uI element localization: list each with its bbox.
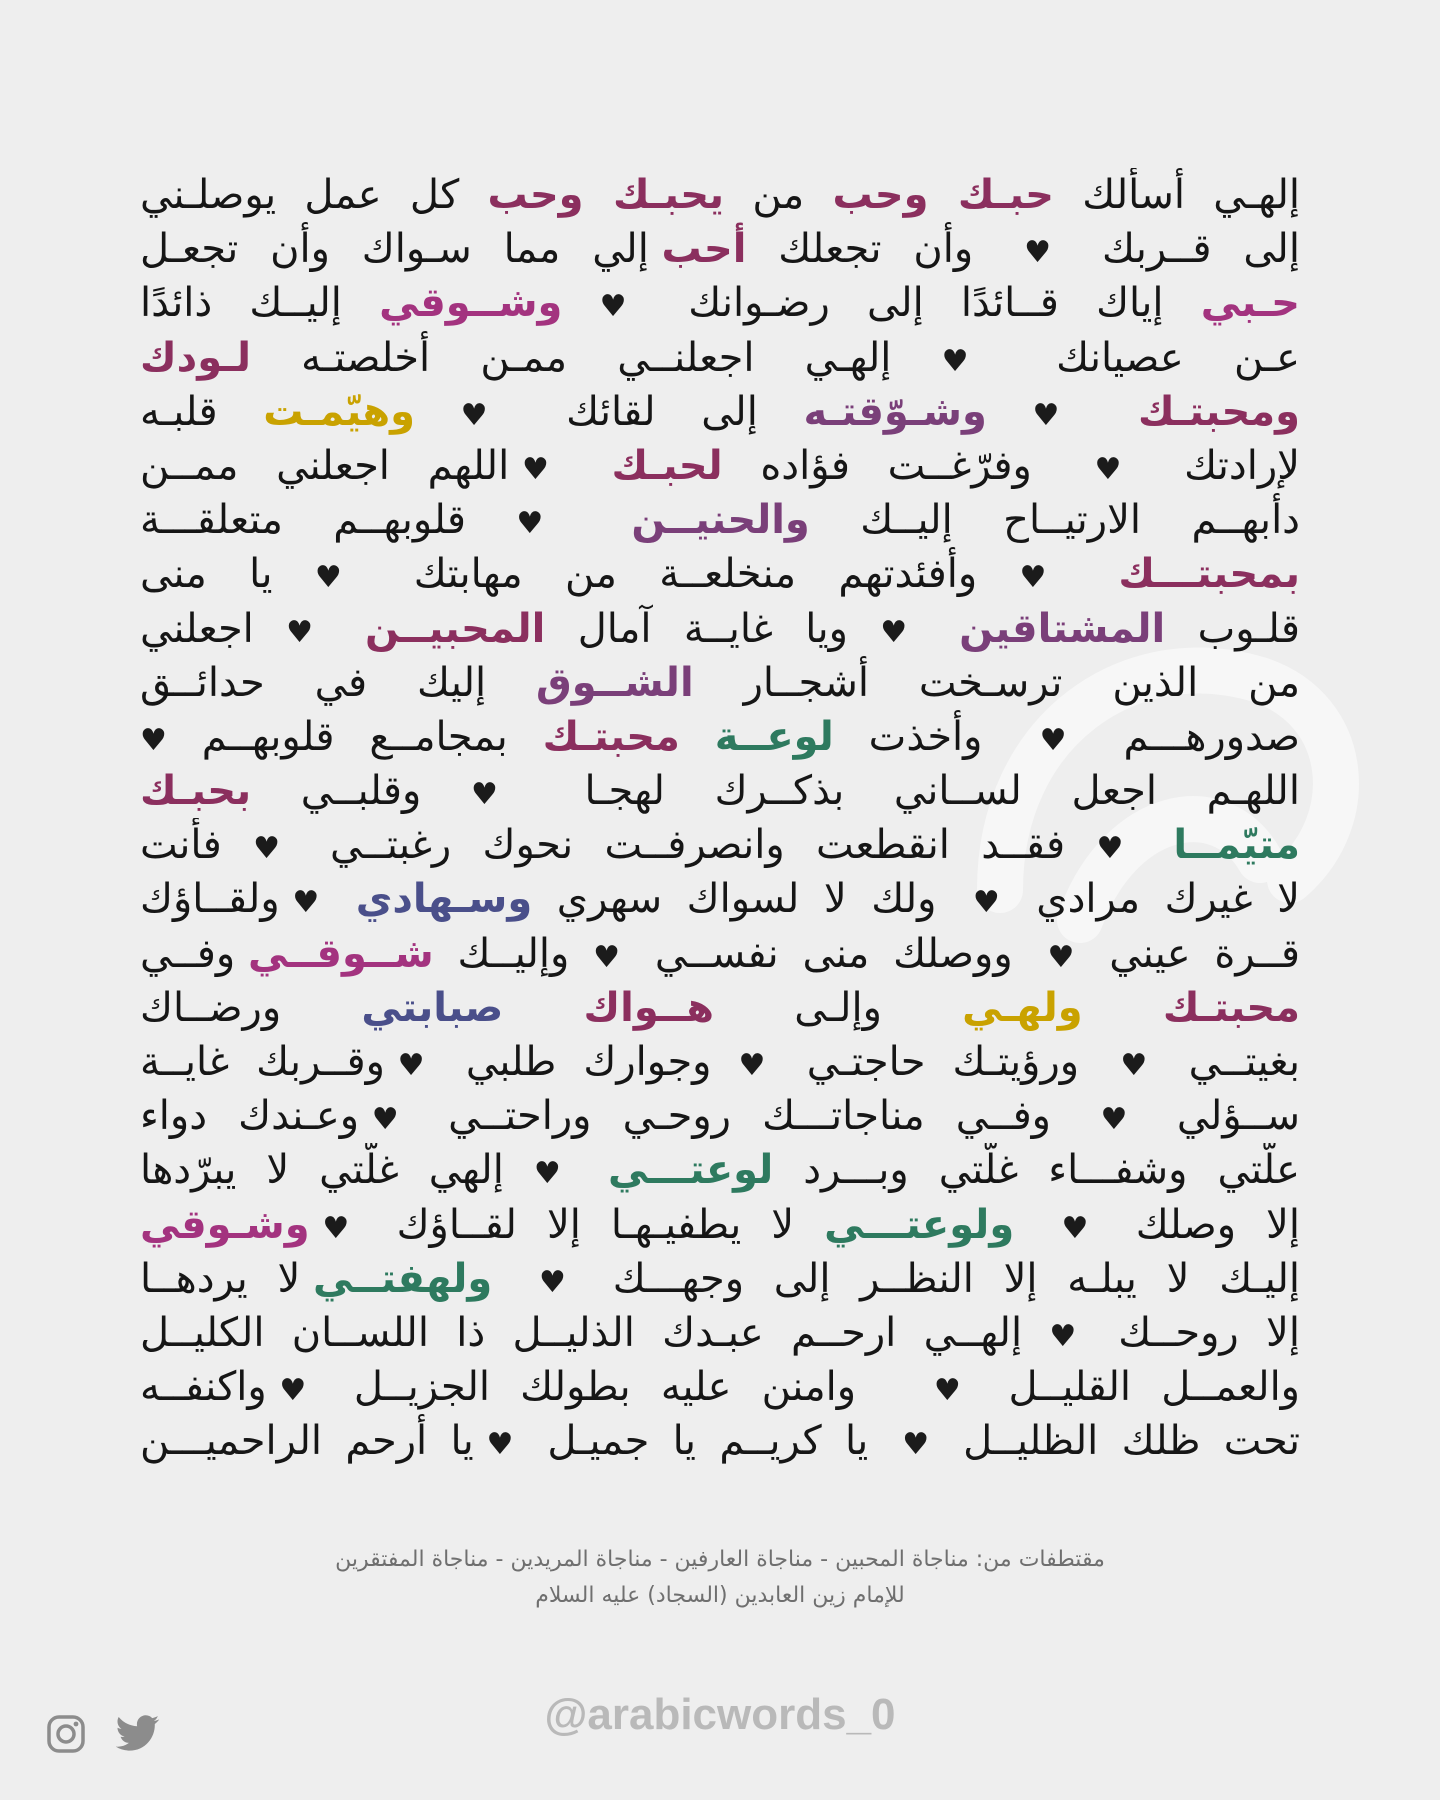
highlighted-word: الشــوق (536, 659, 694, 706)
poem-line (140, 493, 1300, 547)
heart-icon: ♥ (880, 614, 927, 650)
highlighted-word: محبتـك (542, 713, 680, 760)
poem-text-segment: اجعلني (140, 605, 287, 652)
highlighted-word: محبتـك (1162, 984, 1300, 1031)
highlighted-word: لوعتـــي (608, 1147, 774, 1194)
poem-text-segment (333, 606, 365, 652)
poem-text-segment (562, 280, 599, 326)
highlighted-word: المشتاقين (959, 605, 1166, 652)
poem-text-segment: من الذين ترسـخت أشجــار (693, 659, 1300, 706)
poem-line (140, 1252, 1300, 1306)
heart-icon: ♥ (1082, 1102, 1146, 1138)
poem-text-segment: قلبـه (140, 388, 264, 435)
poem-line (140, 1414, 1300, 1468)
heart-icon: ♥ (599, 289, 651, 325)
poem-text-segment: وأن تجعلك (746, 226, 1005, 273)
poem-text-segment: لا يطفيـهـا إلا لقــاؤك (366, 1201, 825, 1248)
poem-text-segment: يا منى (140, 551, 315, 598)
highlighted-word: ولوعتـــي (824, 1201, 1015, 1248)
poem-text-segment: وفرّغــت فؤاده (722, 442, 1070, 489)
poem-text-segment: دأبهــم الارتيــاح إليــك (809, 497, 1300, 544)
poem-text-segment: يا كريــم يا جميـل (524, 1418, 892, 1465)
instagram-icon[interactable] (46, 1714, 86, 1754)
poem-line (140, 1306, 1300, 1360)
source-line-1: مقتطفات من: مناجاة المحبين - مناجاة العارفين - مناجاة المريدين - مناجاة المفتقرين (335, 1547, 1105, 1572)
poem-line (140, 385, 1300, 439)
poem-text-segment: إلا روحــك (1090, 1309, 1300, 1356)
highlighted-word: ومحبتـك (1137, 388, 1300, 435)
source-attribution (0, 1542, 1440, 1614)
poem-text-segment: وفــي مناجاتـــك روحـي وراحتــي (417, 1093, 1083, 1140)
poem-text-segment: ورضــاك (140, 984, 362, 1031)
poem-text-segment: وجوارك طلبي (438, 1039, 739, 1085)
poem-text-segment: إلهــي ارحــم عبـدك الذليــل ذا اللســان الكليــل (140, 1309, 1035, 1356)
poem-text-segment: إليــك ذائدًا (140, 280, 380, 327)
heart-icon: ♥ (521, 451, 574, 487)
heart-icon: ♥ (1106, 1048, 1162, 1083)
heart-icon: ♥ (1044, 1210, 1106, 1246)
poem-text-segment: فأنت (140, 822, 254, 869)
poem-text-segment (415, 389, 461, 435)
poem-line (140, 547, 1300, 601)
highlighted-word: لـودك (140, 334, 251, 381)
poem-text-segment (574, 443, 612, 489)
heart-icon: ♥ (486, 1427, 525, 1463)
highlighted-word: ولهـي (962, 984, 1083, 1031)
highlighted-word: صبابتي (361, 984, 504, 1031)
heart-icon: ♥ (1005, 235, 1071, 271)
heart-icon: ♥ (279, 1373, 324, 1409)
poem-text-segment: قلوبهــم متعلقـــة (140, 497, 517, 544)
heart-icon: ♥ (533, 1156, 578, 1192)
highlighted-word: حـبي (1200, 280, 1300, 327)
poem-text-segment: وإلـى (714, 984, 963, 1031)
poem-text-segment: اللهم اجعلني ممــن (140, 442, 522, 489)
heart-icon: ♥ (521, 1264, 583, 1300)
heart-icon: ♥ (1096, 831, 1143, 867)
poem-text-segment: تحت ظلك الظليــل (939, 1418, 1300, 1465)
poem-text-segment: ســؤلي (1145, 1093, 1300, 1140)
poem-text-segment: إلي مما سـواك وأن تجعـل (140, 226, 662, 273)
heart-icon: ♥ (322, 1210, 367, 1246)
poem-text-segment: قــرة عيني (1085, 930, 1300, 977)
heart-icon: ♥ (516, 506, 581, 542)
poem-text-segment (1142, 822, 1173, 868)
poem-text-segment: إلى لقائك (520, 388, 804, 435)
heart-icon: ♥ (738, 1048, 780, 1083)
poem-line (140, 872, 1300, 926)
poem-text-segment: لا يردهــا (140, 1255, 314, 1302)
poem-text-segment: صدورهـــم (1088, 713, 1300, 760)
highlighted-word: وشـوّقتـه (803, 388, 987, 435)
poem-line (140, 331, 1300, 385)
poem-text-segment: إلهـي اجعلنــي ممـن أخلصتـه (250, 334, 905, 381)
poem-text-segment: وعـندك دواء (140, 1093, 372, 1140)
poem-text-segment: عـن عصيانك (1005, 334, 1300, 381)
heart-icon: ♥ (891, 1427, 940, 1463)
poem-text-segment (1076, 551, 1118, 597)
heart-icon: ♥ (1036, 939, 1086, 975)
heart-icon: ♥ (253, 831, 299, 867)
poem-text-segment: قلـوب (1165, 605, 1300, 652)
poem-text-segment (581, 497, 631, 543)
poem-line (140, 710, 1300, 764)
poem-text-segment: اللهـم اجعل لســاني بذكــرك لهجـا (534, 768, 1300, 815)
poem-line (140, 168, 1300, 222)
highlighted-word: وهيّمـت (263, 388, 415, 435)
poem-text-segment: والعمــل القليــل (978, 1364, 1300, 1411)
highlighted-word: يحبـك وحب (487, 172, 725, 218)
poem-text-segment: إلهـي أسألك (1054, 172, 1300, 218)
poem-text-segment: وأخذت (833, 713, 1018, 760)
poem-text-segment (310, 1202, 323, 1248)
heart-icon: ♥ (140, 722, 167, 758)
highlighted-word: حبـك وحب (832, 172, 1054, 218)
poem-line (140, 764, 1300, 818)
poem-text-segment: يا أرحم الراحميـــن (140, 1418, 487, 1465)
heart-icon: ♥ (916, 1373, 979, 1409)
poem-text-segment: بمجامــع قلوبهــم (166, 713, 543, 760)
poem-text (140, 168, 1300, 1469)
poem-line (140, 439, 1300, 493)
poem-text-segment (503, 985, 583, 1031)
highlighted-word: لوعــة (714, 713, 834, 760)
poem-text-segment: وفــي (140, 930, 248, 977)
poem-line (140, 1089, 1300, 1143)
poem-text-segment (1014, 1202, 1044, 1248)
highlighted-word: هــواك (583, 984, 715, 1031)
poem-text-segment: كل عمل يوصلـني (140, 172, 488, 218)
poem-line (140, 222, 1300, 276)
poem-text-segment: واكنفــه (140, 1364, 280, 1411)
heart-icon: ♥ (371, 1102, 418, 1138)
heart-icon: ♥ (460, 397, 521, 433)
heart-icon: ♥ (397, 1048, 439, 1083)
heart-icon: ♥ (286, 614, 333, 650)
poem-text-segment: ولقــاؤك (140, 876, 293, 923)
heart-icon: ♥ (292, 885, 332, 921)
poem-text-segment: ويا غايــة آمال (545, 605, 881, 652)
poem-text-segment: وامنن عليه بطولك الجزيــل (323, 1364, 917, 1411)
heart-icon: ♥ (1034, 1318, 1091, 1354)
poem-text-segment: من (724, 172, 833, 218)
poem-text-segment (1083, 985, 1163, 1031)
poem-text-segment: ووصلك منى نفســي (631, 930, 1037, 977)
poem-text-segment: إياك قــائدًا إلى رضـوانك (651, 280, 1201, 327)
poem-line (140, 927, 1300, 981)
highlighted-word: والحنيــن (631, 497, 810, 544)
poem-line (140, 1198, 1300, 1252)
heart-icon: ♥ (1032, 397, 1093, 433)
highlighted-word: المحبيــن (364, 605, 546, 652)
highlighted-word: متيّمــا (1173, 822, 1300, 869)
poem-text-segment: إليـك لا يبلـه إلا النظــر إلى وجهـــك (582, 1255, 1300, 1302)
highlighted-word: وشـوقي (140, 1201, 310, 1248)
highlighted-word: بمحبتـــك (1118, 551, 1300, 598)
poem-text-segment: وإليــك (433, 930, 594, 977)
poem-text-segment (927, 606, 959, 652)
account-handle: @arabicwords_0 (544, 1690, 896, 1739)
heart-icon: ♥ (961, 885, 1012, 921)
poem-text-segment (578, 1147, 608, 1193)
poem-text-segment (680, 714, 715, 760)
poem-text-segment: ولك لا لسواك سهري (532, 876, 962, 923)
heart-icon: ♥ (593, 939, 632, 975)
heart-icon: ♥ (314, 560, 372, 596)
poem-line (140, 1143, 1300, 1197)
poem-text-segment: وقلبــي (251, 768, 435, 815)
poem-line (140, 276, 1300, 330)
highlighted-word: وشــوقي (379, 280, 563, 327)
poem-text-segment: إلى قــربك (1070, 226, 1300, 273)
poem-text-segment: وأفئدتهم منخلعــة من مهابتك (371, 551, 1020, 598)
poem-text-segment: وقــربك غايــة (140, 1039, 398, 1085)
heart-icon: ♥ (1019, 560, 1077, 596)
poem-line (140, 602, 1300, 656)
poem-line (140, 1035, 1300, 1089)
poem-text-segment (492, 1256, 522, 1302)
poem-text-segment: إليك في حدائــق (140, 659, 537, 706)
poem-text-segment: لإرادتك (1146, 442, 1300, 489)
poem-text-segment (1092, 389, 1138, 435)
poem-text-segment: إلا وصلك (1105, 1201, 1300, 1248)
highlighted-word: شــوقــي (247, 930, 434, 977)
poem-text-segment: إلهي غلّتي لا يبرّدها (140, 1147, 534, 1194)
poem-line (140, 1360, 1300, 1414)
source-line-2: للإمام زين العابدين (السجاد) عليه السلام (535, 1583, 905, 1608)
poem-line (140, 818, 1300, 872)
poem-text-segment (987, 389, 1033, 435)
poem-line (140, 981, 1300, 1035)
poem-text-segment: لا غيرك مرادي (1011, 876, 1300, 923)
highlighted-word: أحب (661, 226, 747, 273)
highlighted-word: بحبـك (140, 768, 252, 815)
social-icons (46, 1714, 160, 1754)
highlighted-word: ولهفتــي (313, 1255, 493, 1302)
heart-icon: ♥ (1017, 722, 1089, 758)
poem-text-segment: ورؤيتـك حاجتـي (779, 1039, 1107, 1085)
poem-text-segment: فقــد انقطعت وانصرفــت نحوك رغبتــي (298, 822, 1097, 869)
heart-icon: ♥ (904, 343, 1006, 379)
poem-line (140, 656, 1300, 710)
poem-text-segment: بغيتــي (1161, 1039, 1300, 1085)
heart-icon: ♥ (1069, 451, 1147, 487)
twitter-icon[interactable] (116, 1715, 160, 1753)
heart-icon: ♥ (434, 777, 535, 813)
poem-text-segment: علّتي وشفـــاء غلّتي وبـــرد (773, 1147, 1300, 1194)
highlighted-word: وسـهادي (355, 876, 533, 923)
poem-text-segment (331, 876, 356, 922)
highlighted-word: لحبـك (611, 442, 723, 489)
